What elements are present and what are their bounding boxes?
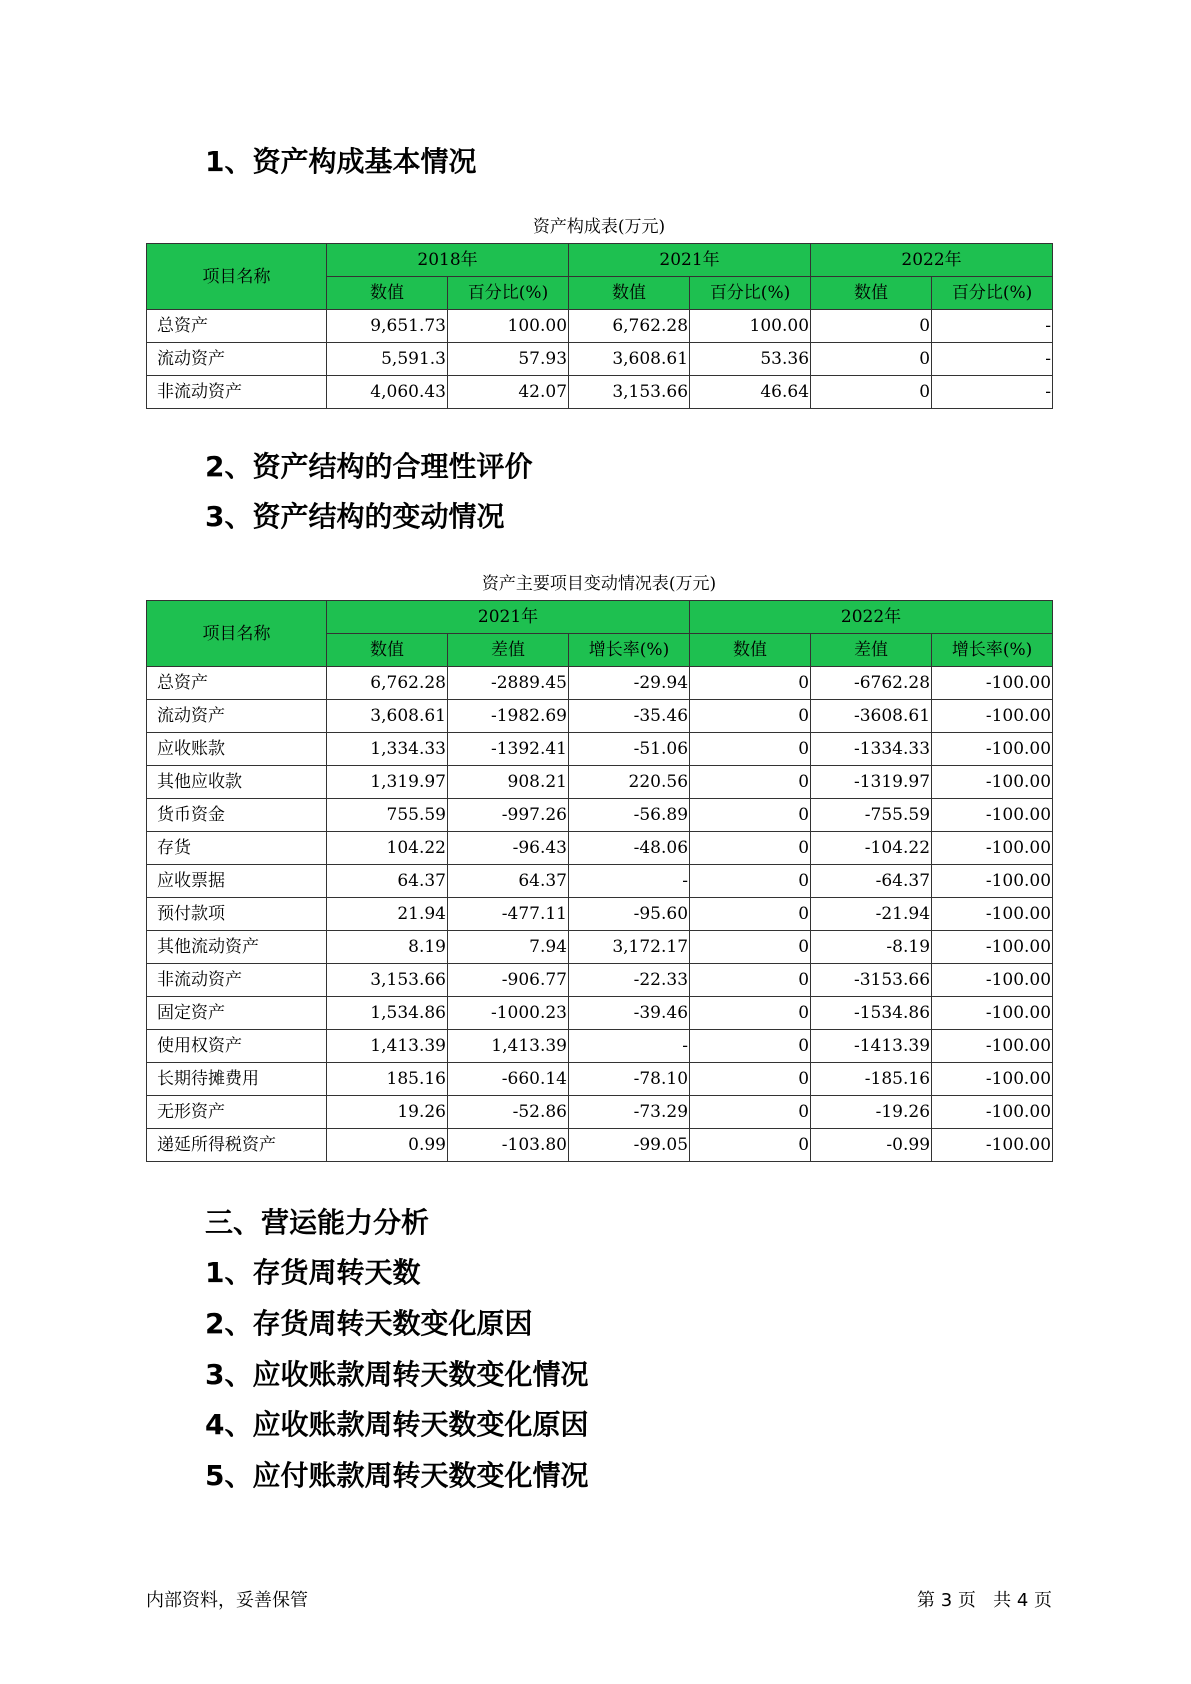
cell: 21.94 <box>327 898 448 931</box>
cell: 0 <box>690 667 811 700</box>
sub-header: 数值 <box>327 634 448 667</box>
cell: -1334.33 <box>811 733 932 766</box>
cell: -100.00 <box>932 865 1053 898</box>
row-label: 预付款项 <box>147 898 327 931</box>
asset-change-table <box>146 600 1053 1162</box>
cell: -1413.39 <box>811 1030 932 1063</box>
cell: 0 <box>690 700 811 733</box>
cell: 64.37 <box>327 865 448 898</box>
sub-header: 增长率(%) <box>932 634 1053 667</box>
cell: 0 <box>690 799 811 832</box>
table-row <box>147 799 1053 832</box>
cell: -29.94 <box>569 667 690 700</box>
table-row <box>147 997 1053 1030</box>
cell: -100.00 <box>932 766 1053 799</box>
cell: -100.00 <box>932 799 1053 832</box>
section-heading-inventory-days-reason: 2、存货周转天数变化原因 <box>205 1307 533 1340</box>
cell: 57.93 <box>448 343 569 376</box>
cell: 100.00 <box>448 310 569 343</box>
cell: 104.22 <box>327 832 448 865</box>
footer-page-number: 第 3 页 共 4 页 <box>917 1590 1052 1611</box>
cell: 3,172.17 <box>569 931 690 964</box>
table-row <box>147 1096 1053 1129</box>
cell: -3608.61 <box>811 700 932 733</box>
cell: -100.00 <box>932 1030 1053 1063</box>
cell: -64.37 <box>811 865 932 898</box>
cell: -2889.45 <box>448 667 569 700</box>
cell: 1,413.39 <box>448 1030 569 1063</box>
sub-header: 百分比(%) <box>448 277 569 310</box>
table-row <box>147 376 1053 409</box>
table-row <box>147 865 1053 898</box>
cell: -660.14 <box>448 1063 569 1096</box>
sub-header: 数值 <box>690 634 811 667</box>
cell: -100.00 <box>932 1129 1053 1162</box>
sub-header: 百分比(%) <box>690 277 811 310</box>
cell: 0 <box>690 964 811 997</box>
cell: -0.99 <box>811 1129 932 1162</box>
year-header: 2022年 <box>811 244 1053 277</box>
cell: 64.37 <box>448 865 569 898</box>
row-label: 应收账款 <box>147 733 327 766</box>
sub-header: 百分比(%) <box>932 277 1053 310</box>
cell: -99.05 <box>569 1129 690 1162</box>
table-row <box>147 667 1053 700</box>
cell: -56.89 <box>569 799 690 832</box>
row-label: 货币资金 <box>147 799 327 832</box>
cell: 0 <box>690 733 811 766</box>
cell: -100.00 <box>932 832 1053 865</box>
year-header: 2021年 <box>327 601 690 634</box>
cell: -100.00 <box>932 997 1053 1030</box>
sub-header: 数值 <box>327 277 448 310</box>
cell: - <box>932 310 1053 343</box>
cell: -1982.69 <box>448 700 569 733</box>
cell: 0 <box>690 931 811 964</box>
section-heading-inventory-days: 1、存货周转天数 <box>205 1256 421 1289</box>
cell: 185.16 <box>327 1063 448 1096</box>
cell: 0 <box>690 1129 811 1162</box>
row-label: 流动资产 <box>147 700 327 733</box>
cell: - <box>932 343 1053 376</box>
row-label: 存货 <box>147 832 327 865</box>
table-row <box>147 832 1053 865</box>
cell: 0 <box>690 865 811 898</box>
table-row <box>147 343 1053 376</box>
cell: 908.21 <box>448 766 569 799</box>
cell: -22.33 <box>569 964 690 997</box>
section-heading-structure-change: 3、资产结构的变动情况 <box>205 500 505 533</box>
row-label: 其他流动资产 <box>147 931 327 964</box>
cell: 42.07 <box>448 376 569 409</box>
cell: -51.06 <box>569 733 690 766</box>
cell: -78.10 <box>569 1063 690 1096</box>
cell: 6,762.28 <box>569 310 690 343</box>
row-label: 总资产 <box>147 310 327 343</box>
cell: 100.00 <box>690 310 811 343</box>
cell: -1319.97 <box>811 766 932 799</box>
cell: 0 <box>690 1030 811 1063</box>
table-row <box>147 1129 1053 1162</box>
table-row <box>147 898 1053 931</box>
cell: 3,608.61 <box>569 343 690 376</box>
section-heading-receivable-days: 3、应收账款周转天数变化情况 <box>205 1358 589 1391</box>
cell: -100.00 <box>932 733 1053 766</box>
cell: 0 <box>811 343 932 376</box>
cell: 7.94 <box>448 931 569 964</box>
cell: 3,153.66 <box>569 376 690 409</box>
cell: -100.00 <box>932 964 1053 997</box>
cell: 1,413.39 <box>327 1030 448 1063</box>
sub-header: 增长率(%) <box>569 634 690 667</box>
cell: -185.16 <box>811 1063 932 1096</box>
cell: - <box>569 865 690 898</box>
cell: 0 <box>690 1096 811 1129</box>
cell: 46.64 <box>690 376 811 409</box>
cell: 3,608.61 <box>327 700 448 733</box>
cell: 1,534.86 <box>327 997 448 1030</box>
cell: 9,651.73 <box>327 310 448 343</box>
cell: -3153.66 <box>811 964 932 997</box>
cell: 6,762.28 <box>327 667 448 700</box>
sub-header: 差值 <box>811 634 932 667</box>
cell: 1,319.97 <box>327 766 448 799</box>
table2-caption: 资产主要项目变动情况表(万元) <box>481 574 717 594</box>
sub-header: 差值 <box>448 634 569 667</box>
row-label: 应收票据 <box>147 865 327 898</box>
table-row <box>147 964 1053 997</box>
cell: 0 <box>690 1063 811 1096</box>
cell: 0 <box>690 766 811 799</box>
cell: -95.60 <box>569 898 690 931</box>
cell: -8.19 <box>811 931 932 964</box>
cell: -35.46 <box>569 700 690 733</box>
row-label: 长期待摊费用 <box>147 1063 327 1096</box>
col-header-name: 项目名称 <box>147 601 327 667</box>
row-label: 非流动资产 <box>147 376 327 409</box>
section-heading-structure-evaluation: 2、资产结构的合理性评价 <box>205 450 533 483</box>
cell: 220.56 <box>569 766 690 799</box>
cell: -48.06 <box>569 832 690 865</box>
table-row <box>147 766 1053 799</box>
cell: -906.77 <box>448 964 569 997</box>
cell: 0 <box>690 832 811 865</box>
asset-composition-table <box>146 243 1053 409</box>
table-row <box>147 931 1053 964</box>
cell: -6762.28 <box>811 667 932 700</box>
cell: -1392.41 <box>448 733 569 766</box>
cell: -100.00 <box>932 931 1053 964</box>
row-label: 递延所得税资产 <box>147 1129 327 1162</box>
table-row <box>147 310 1053 343</box>
section-heading-asset-composition: 1、资产构成基本情况 <box>205 145 477 178</box>
row-label: 其他应收款 <box>147 766 327 799</box>
sub-header: 数值 <box>811 277 932 310</box>
footer-confidential-note: 内部资料，妥善保管 <box>146 1590 308 1611</box>
table-row <box>147 1030 1053 1063</box>
cell: 4,060.43 <box>327 376 448 409</box>
cell: -103.80 <box>448 1129 569 1162</box>
cell: 0 <box>690 997 811 1030</box>
cell: -100.00 <box>932 1063 1053 1096</box>
table-row <box>147 733 1053 766</box>
cell: -73.29 <box>569 1096 690 1129</box>
cell: 3,153.66 <box>327 964 448 997</box>
cell: -96.43 <box>448 832 569 865</box>
cell: -100.00 <box>932 898 1053 931</box>
row-label: 使用权资产 <box>147 1030 327 1063</box>
year-header: 2018年 <box>327 244 569 277</box>
table-row <box>147 1063 1053 1096</box>
cell: -100.00 <box>932 700 1053 733</box>
section-heading-operating-capacity: 三、营运能力分析 <box>205 1206 430 1239</box>
cell: 0 <box>690 898 811 931</box>
cell: 19.26 <box>327 1096 448 1129</box>
table1-caption: 资产构成表(万元) <box>532 217 666 237</box>
section-heading-receivable-days-reason: 4、应收账款周转天数变化原因 <box>205 1408 589 1441</box>
cell: -19.26 <box>811 1096 932 1129</box>
cell: - <box>569 1030 690 1063</box>
cell: -39.46 <box>569 997 690 1030</box>
row-label: 无形资产 <box>147 1096 327 1129</box>
col-header-name: 项目名称 <box>147 244 327 310</box>
cell: - <box>932 376 1053 409</box>
cell: -1534.86 <box>811 997 932 1030</box>
cell: -52.86 <box>448 1096 569 1129</box>
table-row <box>147 700 1053 733</box>
row-label: 固定资产 <box>147 997 327 1030</box>
cell: -21.94 <box>811 898 932 931</box>
cell: 0 <box>811 310 932 343</box>
cell: -477.11 <box>448 898 569 931</box>
cell: -755.59 <box>811 799 932 832</box>
cell: -104.22 <box>811 832 932 865</box>
cell: 0 <box>811 376 932 409</box>
cell: 53.36 <box>690 343 811 376</box>
cell: 5,591.3 <box>327 343 448 376</box>
cell: -100.00 <box>932 667 1053 700</box>
cell: -1000.23 <box>448 997 569 1030</box>
cell: 0.99 <box>327 1129 448 1162</box>
row-label: 总资产 <box>147 667 327 700</box>
cell: 8.19 <box>327 931 448 964</box>
row-label: 非流动资产 <box>147 964 327 997</box>
cell: 755.59 <box>327 799 448 832</box>
sub-header: 数值 <box>569 277 690 310</box>
cell: 1,334.33 <box>327 733 448 766</box>
cell: -997.26 <box>448 799 569 832</box>
section-heading-payable-days: 5、应付账款周转天数变化情况 <box>205 1459 589 1492</box>
year-header: 2022年 <box>690 601 1053 634</box>
row-label: 流动资产 <box>147 343 327 376</box>
cell: -100.00 <box>932 1096 1053 1129</box>
year-header: 2021年 <box>569 244 811 277</box>
